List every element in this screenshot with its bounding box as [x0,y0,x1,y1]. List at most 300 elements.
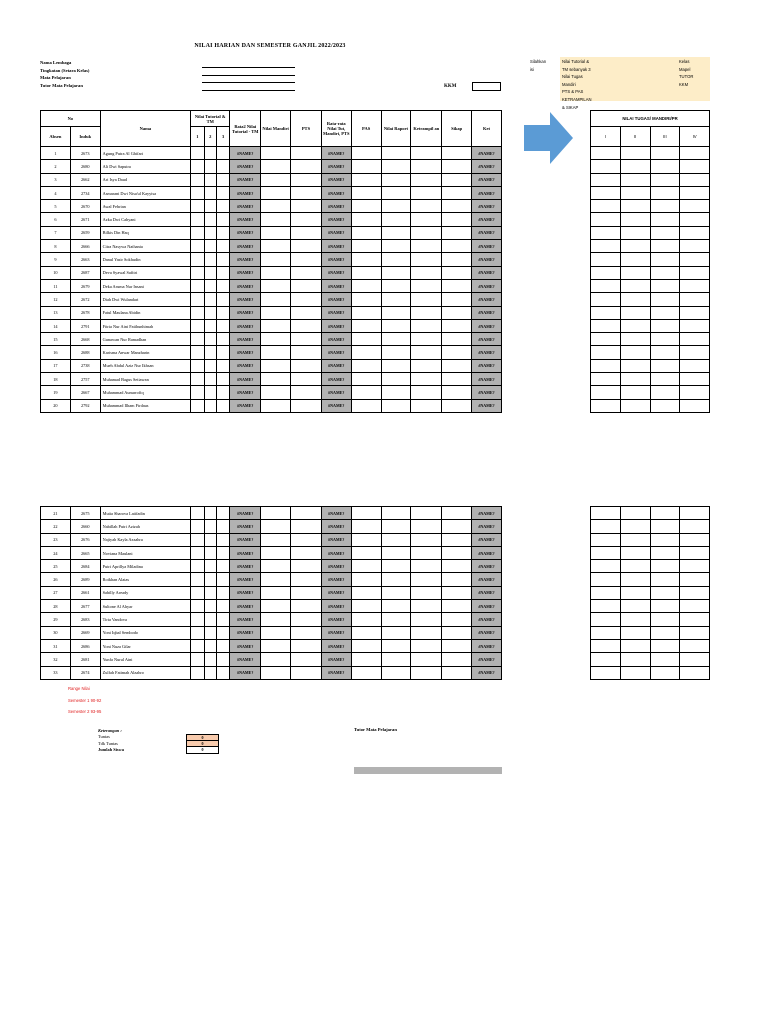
tugas-cell[interactable] [680,333,710,346]
cell-mandiri[interactable] [261,186,291,199]
cell-pas[interactable] [351,560,381,573]
cell-t2[interactable] [204,666,216,679]
tugas-cell[interactable] [620,386,650,399]
cell-t1[interactable] [191,386,204,399]
cell-mandiri[interactable] [261,173,291,186]
tugas-cell[interactable] [591,213,621,226]
cell-t2[interactable] [204,319,216,332]
cell-ketrampilan[interactable] [411,386,442,399]
tugas-cell[interactable] [650,160,680,173]
cell-t1[interactable] [191,399,204,412]
tugas-cell[interactable] [591,600,621,613]
tugas-cell[interactable] [680,386,710,399]
cell-ketrampilan[interactable] [411,173,442,186]
tugas-cell[interactable] [650,186,680,199]
cell-t1[interactable] [191,293,204,306]
cell-pas[interactable] [351,213,381,226]
cell-sikap[interactable] [442,306,472,319]
cell-mandiri[interactable] [261,359,291,372]
tugas-cell[interactable] [620,546,650,559]
cell-sikap[interactable] [442,186,472,199]
info-line-mapel[interactable] [202,82,295,83]
cell-mandiri[interactable] [261,200,291,213]
tugas-cell[interactable] [680,279,710,292]
cell-ketrampilan[interactable] [411,240,442,253]
tugas-cell[interactable] [680,147,710,160]
cell-ketrampilan[interactable] [411,600,442,613]
cell-ketrampilan[interactable] [411,147,442,160]
cell-t3[interactable] [216,346,229,359]
cell-t3[interactable] [216,586,229,599]
cell-t1[interactable] [191,266,204,279]
cell-t2[interactable] [204,613,216,626]
tugas-cell[interactable] [650,333,680,346]
tugas-cell[interactable] [680,586,710,599]
tugas-cell[interactable] [680,240,710,253]
tugas-cell[interactable] [620,573,650,586]
cell-mandiri[interactable] [261,507,291,520]
cell-t1[interactable] [191,666,204,679]
tugas-cell[interactable] [591,573,621,586]
cell-mandiri[interactable] [261,333,291,346]
tugas-cell[interactable] [620,626,650,639]
tugas-cell[interactable] [591,613,621,626]
cell-mandiri[interactable] [261,293,291,306]
cell-raport[interactable] [381,386,411,399]
tugas-cell[interactable] [650,147,680,160]
tugas-cell[interactable] [680,639,710,652]
tugas-cell[interactable] [650,253,680,266]
cell-pas[interactable] [351,266,381,279]
tugas-cell[interactable] [680,293,710,306]
tugas-cell[interactable] [591,319,621,332]
cell-pas[interactable] [351,147,381,160]
cell-t1[interactable] [191,546,204,559]
tugas-cell[interactable] [591,399,621,412]
cell-t3[interactable] [216,213,229,226]
cell-sikap[interactable] [442,279,472,292]
cell-t3[interactable] [216,666,229,679]
cell-pts[interactable] [291,200,322,213]
cell-sikap[interactable] [442,319,472,332]
tugas-cell[interactable] [591,533,621,546]
cell-pts[interactable] [290,666,321,679]
tugas-cell[interactable] [591,507,621,520]
tugas-cell[interactable] [680,213,710,226]
cell-raport[interactable] [381,546,411,559]
tugas-cell[interactable] [591,333,621,346]
cell-pas[interactable] [351,186,381,199]
cell-pts[interactable] [290,653,321,666]
cell-ketrampilan[interactable] [411,653,442,666]
tugas-cell[interactable] [680,399,710,412]
cell-t2[interactable] [204,279,216,292]
tugas-cell[interactable] [591,160,621,173]
cell-ketrampilan[interactable] [411,266,442,279]
cell-t2[interactable] [204,386,216,399]
tugas-cell[interactable] [680,226,710,239]
cell-pts[interactable] [290,626,321,639]
cell-t2[interactable] [204,160,216,173]
cell-pts[interactable] [290,586,321,599]
tugas-cell[interactable] [650,546,680,559]
cell-sikap[interactable] [442,253,472,266]
tugas-cell[interactable] [650,346,680,359]
cell-t2[interactable] [204,507,216,520]
tugas-cell[interactable] [591,626,621,639]
cell-t1[interactable] [191,279,204,292]
tugas-cell[interactable] [591,200,621,213]
cell-raport[interactable] [381,359,411,372]
cell-ketrampilan[interactable] [411,160,442,173]
tugas-cell[interactable] [591,253,621,266]
cell-pts[interactable] [291,319,322,332]
cell-pts[interactable] [290,613,321,626]
tugas-cell[interactable] [620,507,650,520]
cell-sikap[interactable] [442,160,472,173]
info-line-lembaga[interactable] [202,67,295,68]
cell-pts[interactable] [291,226,322,239]
tugas-cell[interactable] [680,626,710,639]
cell-t1[interactable] [191,306,204,319]
cell-ketrampilan[interactable] [411,293,442,306]
cell-pas[interactable] [351,253,381,266]
cell-raport[interactable] [381,279,411,292]
cell-sikap[interactable] [442,666,472,679]
tugas-cell[interactable] [591,346,621,359]
tugas-cell[interactable] [620,346,650,359]
cell-raport[interactable] [381,226,411,239]
cell-mandiri[interactable] [261,399,291,412]
cell-raport[interactable] [381,200,411,213]
tugas-cell[interactable] [680,306,710,319]
cell-mandiri[interactable] [261,160,291,173]
cell-t2[interactable] [204,600,216,613]
cell-t2[interactable] [204,147,216,160]
cell-t1[interactable] [191,600,204,613]
cell-t3[interactable] [216,573,229,586]
tugas-cell[interactable] [680,600,710,613]
cell-pts[interactable] [290,533,321,546]
tugas-cell[interactable] [620,240,650,253]
cell-sikap[interactable] [442,653,472,666]
cell-mandiri[interactable] [261,626,291,639]
cell-mandiri[interactable] [261,386,291,399]
cell-pts[interactable] [291,253,322,266]
tugas-cell[interactable] [591,226,621,239]
tugas-cell[interactable] [650,573,680,586]
cell-mandiri[interactable] [261,639,291,652]
cell-pas[interactable] [351,533,381,546]
cell-pas[interactable] [351,373,381,386]
tugas-cell[interactable] [680,573,710,586]
cell-pas[interactable] [351,200,381,213]
cell-raport[interactable] [381,600,411,613]
tugas-cell[interactable] [620,613,650,626]
cell-t1[interactable] [191,253,204,266]
cell-ketrampilan[interactable] [411,666,442,679]
cell-raport[interactable] [381,666,411,679]
cell-pas[interactable] [351,226,381,239]
cell-pts[interactable] [291,173,322,186]
cell-t3[interactable] [216,653,229,666]
cell-pts[interactable] [290,507,321,520]
cell-raport[interactable] [381,266,411,279]
tugas-cell[interactable] [620,253,650,266]
tugas-cell[interactable] [591,359,621,372]
cell-mandiri[interactable] [261,147,291,160]
cell-raport[interactable] [381,213,411,226]
cell-ketrampilan[interactable] [411,560,442,573]
cell-pts[interactable] [291,346,322,359]
tugas-cell[interactable] [680,346,710,359]
cell-t1[interactable] [191,507,204,520]
cell-t1[interactable] [191,240,204,253]
cell-t3[interactable] [216,386,229,399]
tugas-cell[interactable] [591,546,621,559]
cell-pts[interactable] [290,560,321,573]
tugas-cell[interactable] [650,653,680,666]
tugas-cell[interactable] [620,399,650,412]
cell-t2[interactable] [204,266,216,279]
cell-sikap[interactable] [442,573,472,586]
cell-t1[interactable] [191,319,204,332]
cell-ketrampilan[interactable] [411,186,442,199]
cell-pas[interactable] [351,279,381,292]
cell-sikap[interactable] [442,560,472,573]
cell-t1[interactable] [191,147,204,160]
cell-t2[interactable] [204,213,216,226]
cell-sikap[interactable] [442,507,472,520]
cell-t1[interactable] [191,520,204,533]
tugas-cell[interactable] [680,160,710,173]
tugas-cell[interactable] [650,319,680,332]
cell-raport[interactable] [381,147,411,160]
cell-t2[interactable] [204,653,216,666]
cell-ketrampilan[interactable] [411,626,442,639]
cell-mandiri[interactable] [261,666,291,679]
cell-pas[interactable] [351,386,381,399]
tugas-cell[interactable] [650,386,680,399]
tugas-cell[interactable] [650,226,680,239]
tugas-cell[interactable] [680,173,710,186]
cell-t2[interactable] [204,226,216,239]
cell-raport[interactable] [381,533,411,546]
cell-mandiri[interactable] [261,253,291,266]
cell-mandiri[interactable] [261,560,291,573]
cell-t1[interactable] [191,613,204,626]
cell-ketrampilan[interactable] [411,639,442,652]
cell-t3[interactable] [216,533,229,546]
cell-raport[interactable] [381,333,411,346]
cell-t3[interactable] [216,613,229,626]
cell-t1[interactable] [191,626,204,639]
cell-pas[interactable] [351,319,381,332]
cell-sikap[interactable] [442,533,472,546]
cell-pas[interactable] [351,399,381,412]
cell-pts[interactable] [290,520,321,533]
cell-t1[interactable] [191,333,204,346]
cell-raport[interactable] [381,613,411,626]
cell-pas[interactable] [351,546,381,559]
tugas-cell[interactable] [650,173,680,186]
cell-t2[interactable] [204,359,216,372]
tugas-cell[interactable] [650,200,680,213]
cell-t1[interactable] [191,639,204,652]
tugas-cell[interactable] [591,279,621,292]
tugas-cell[interactable] [680,560,710,573]
cell-t2[interactable] [204,573,216,586]
cell-mandiri[interactable] [261,306,291,319]
cell-t2[interactable] [204,626,216,639]
cell-ketrampilan[interactable] [411,319,442,332]
tugas-cell[interactable] [650,560,680,573]
tugas-cell[interactable] [591,520,621,533]
tugas-cell[interactable] [620,639,650,652]
cell-pas[interactable] [351,613,381,626]
cell-t3[interactable] [216,200,229,213]
cell-t2[interactable] [204,240,216,253]
cell-ketrampilan[interactable] [411,279,442,292]
cell-t2[interactable] [204,520,216,533]
cell-t3[interactable] [216,186,229,199]
cell-t3[interactable] [216,507,229,520]
cell-raport[interactable] [381,306,411,319]
cell-raport[interactable] [381,573,411,586]
cell-sikap[interactable] [442,213,472,226]
cell-raport[interactable] [381,507,411,520]
cell-t3[interactable] [216,319,229,332]
tugas-cell[interactable] [680,613,710,626]
tugas-cell[interactable] [620,293,650,306]
tugas-cell[interactable] [650,213,680,226]
cell-sikap[interactable] [442,226,472,239]
cell-sikap[interactable] [442,626,472,639]
cell-ketrampilan[interactable] [411,226,442,239]
tugas-cell[interactable] [591,173,621,186]
cell-pts[interactable] [291,333,322,346]
tugas-cell[interactable] [680,186,710,199]
tugas-cell[interactable] [620,160,650,173]
cell-sikap[interactable] [442,520,472,533]
cell-t2[interactable] [204,560,216,573]
cell-sikap[interactable] [442,399,472,412]
cell-mandiri[interactable] [261,653,291,666]
tugas-cell[interactable] [680,359,710,372]
cell-raport[interactable] [381,586,411,599]
cell-raport[interactable] [381,293,411,306]
cell-t3[interactable] [216,293,229,306]
tugas-cell[interactable] [591,653,621,666]
cell-pts[interactable] [290,639,321,652]
cell-pas[interactable] [351,586,381,599]
cell-pas[interactable] [351,520,381,533]
cell-ketrampilan[interactable] [411,546,442,559]
cell-t1[interactable] [191,373,204,386]
cell-mandiri[interactable] [261,600,291,613]
cell-raport[interactable] [381,240,411,253]
tugas-cell[interactable] [680,653,710,666]
cell-t2[interactable] [204,586,216,599]
tugas-cell[interactable] [680,533,710,546]
cell-pts[interactable] [291,306,322,319]
cell-ketrampilan[interactable] [411,306,442,319]
kkm-input[interactable] [472,82,501,91]
cell-sikap[interactable] [442,613,472,626]
cell-ketrampilan[interactable] [411,346,442,359]
cell-pts[interactable] [291,213,322,226]
cell-ketrampilan[interactable] [411,373,442,386]
cell-pas[interactable] [351,573,381,586]
tugas-cell[interactable] [620,373,650,386]
cell-t2[interactable] [204,173,216,186]
cell-raport[interactable] [381,653,411,666]
cell-ketrampilan[interactable] [411,359,442,372]
tugas-cell[interactable] [591,293,621,306]
cell-pas[interactable] [351,306,381,319]
cell-raport[interactable] [381,399,411,412]
cell-t1[interactable] [191,186,204,199]
cell-pts[interactable] [291,147,322,160]
cell-raport[interactable] [381,253,411,266]
tugas-cell[interactable] [620,306,650,319]
cell-pas[interactable] [351,639,381,652]
cell-t2[interactable] [204,346,216,359]
cell-ketrampilan[interactable] [411,507,442,520]
tugas-cell[interactable] [591,266,621,279]
cell-mandiri[interactable] [261,240,291,253]
cell-t3[interactable] [216,333,229,346]
cell-raport[interactable] [381,520,411,533]
tugas-cell[interactable] [650,613,680,626]
tugas-cell[interactable] [650,586,680,599]
tugas-cell[interactable] [620,200,650,213]
tugas-cell[interactable] [620,333,650,346]
cell-pts[interactable] [290,546,321,559]
cell-sikap[interactable] [442,240,472,253]
cell-t3[interactable] [216,626,229,639]
cell-ketrampilan[interactable] [411,399,442,412]
tugas-cell[interactable] [650,373,680,386]
cell-t3[interactable] [216,240,229,253]
tugas-cell[interactable] [620,147,650,160]
cell-t1[interactable] [191,359,204,372]
cell-sikap[interactable] [442,173,472,186]
cell-sikap[interactable] [442,386,472,399]
cell-t3[interactable] [216,560,229,573]
cell-t2[interactable] [204,293,216,306]
cell-t3[interactable] [216,160,229,173]
cell-sikap[interactable] [442,586,472,599]
tugas-cell[interactable] [591,240,621,253]
cell-pts[interactable] [291,160,322,173]
tugas-cell[interactable] [591,639,621,652]
cell-t3[interactable] [216,279,229,292]
tugas-cell[interactable] [620,533,650,546]
cell-ketrampilan[interactable] [411,200,442,213]
cell-t1[interactable] [191,533,204,546]
cell-t2[interactable] [204,639,216,652]
cell-t1[interactable] [191,226,204,239]
cell-ketrampilan[interactable] [411,573,442,586]
tugas-cell[interactable] [620,213,650,226]
tugas-cell[interactable] [680,666,710,679]
tugas-cell[interactable] [650,533,680,546]
cell-pas[interactable] [351,240,381,253]
tugas-cell[interactable] [650,520,680,533]
cell-mandiri[interactable] [261,520,291,533]
tugas-cell[interactable] [620,173,650,186]
